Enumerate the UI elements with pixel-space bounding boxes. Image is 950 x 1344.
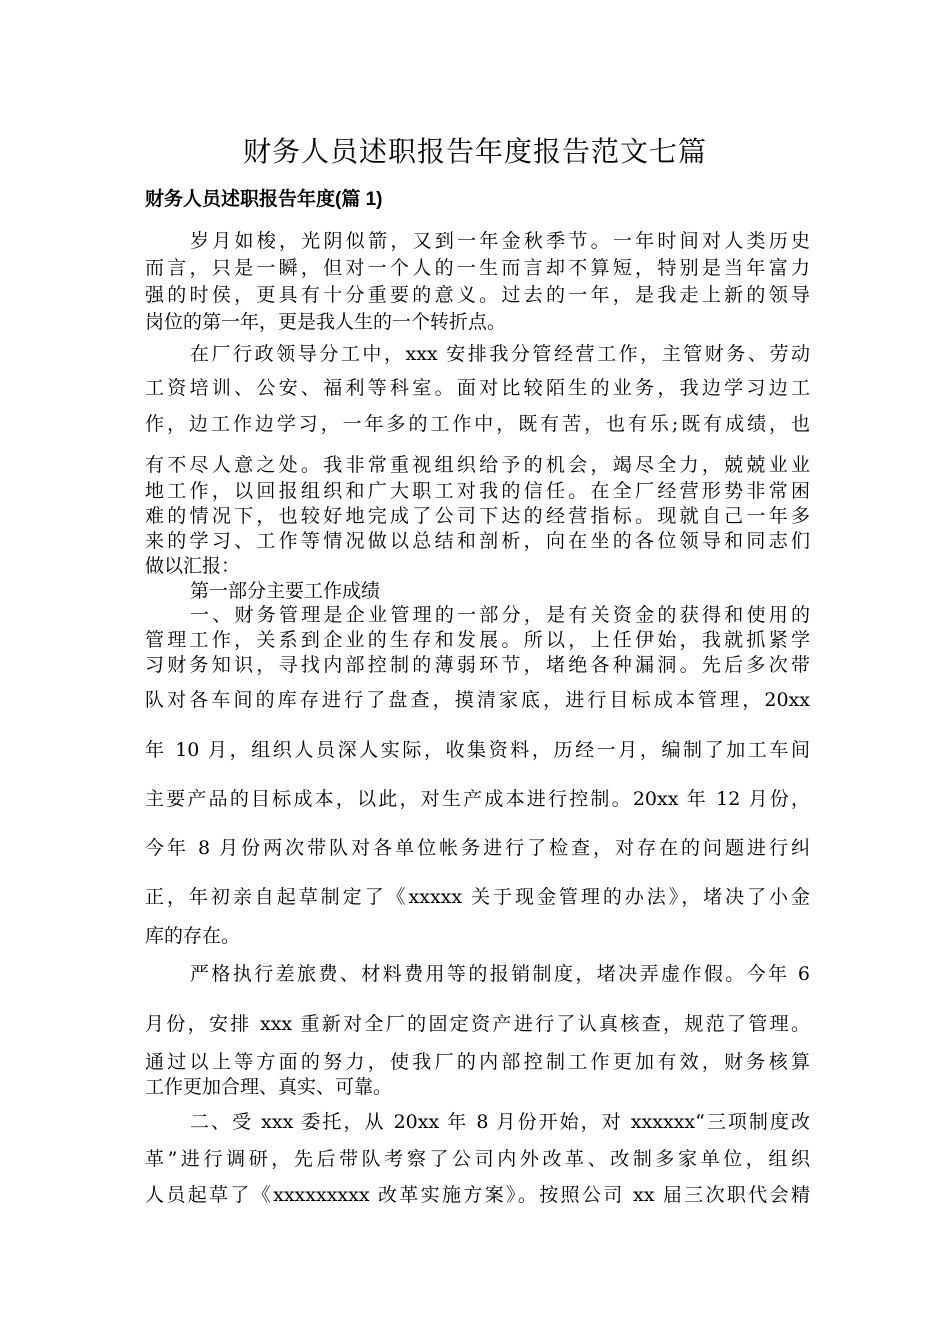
paragraph-line: 难的情况下，也较好地完成了公司下达的经营指标。现就自己一年多	[145, 505, 810, 527]
paragraph-line: 二、受 xxx 委托，从 20xx 年 8 月份开始，对 xxxxxx“三项制度改	[190, 1111, 810, 1133]
paragraph-line: 强的时侯，更具有十分重要的意义。过去的一年，是我走上新的领导	[145, 284, 810, 306]
paragraph-line: 在厂行政领导分工中，xxx 安排我分管经营工作，主管财务、劳动	[190, 343, 810, 365]
paragraph-line: 岁月如梭，光阴似箭，又到一年金秋季节。一年时间对人类历史	[190, 230, 810, 252]
paragraph-line: 队对各车间的库存进行了盘查，摸清家底，进行目标成本管理，20xx	[145, 689, 810, 711]
paragraph-line: 库的存在。	[145, 925, 241, 947]
paragraph-line: 一、财务管理是企业管理的一部分，是有关资金的获得和使用的	[190, 604, 810, 626]
paragraph-line: 地工作，以回报组织和广大职工对我的信任。在全厂经营形势非常困	[145, 480, 810, 502]
paragraph-line: 通过以上等方面的努力，使我厂的内部控制工作更加有效，财务核算	[145, 1051, 810, 1073]
paragraph-line: 岗位的第一年，更是我人生的一个转折点。	[145, 311, 507, 333]
paragraph-line: 工作更加合理、真实、可靠。	[145, 1076, 393, 1098]
paragraph-line: 革”进行调研，先后带队考察了公司内外改革、改制多家单位，组织	[145, 1148, 810, 1170]
section-heading: 财务人员述职报告年度(篇 1)	[145, 189, 383, 210]
paragraph-line: 年 10 月，组织人员深人实际，收集资料，历经一月，编制了加工车间	[145, 739, 810, 761]
paragraph-line: 工资培训、公安、福利等科室。面对比较陌生的业务，我边学习边工	[145, 377, 810, 399]
paragraph-line: 习财务知识，寻找内部控制的薄弱环节，堵绝各种漏洞。先后多次带	[145, 654, 810, 676]
paragraph-line: 严格执行差旅费、材料费用等的报销制度，堵决弄虚作假。今年 6	[190, 963, 810, 985]
paragraph-line: 月份，安排 xxx 重新对全厂的固定资产进行了认真核查，规范了管理。	[145, 1013, 810, 1035]
paragraph-line: 而言，只是一瞬，但对一个人的一生而言却不算短，特别是当年富力	[145, 257, 810, 279]
paragraph-line: 来的学习、工作等情况做以总结和剖析，向在坐的各位领导和同志们	[145, 530, 810, 552]
paragraph-line: 管理工作，关系到企业的生存和发展。所以，上任伊始，我就抓紧学	[145, 629, 810, 651]
paragraph-line: 主要产品的目标成本，以此，对生产成本进行控制。20xx 年 12 月份，	[145, 788, 810, 810]
document-title: 财务人员述职报告年度报告范文七篇	[242, 135, 707, 168]
paragraph-line: 正，年初亲自起草制定了《xxxxx 关于现金管理的办法》，堵决了小金	[145, 886, 810, 908]
paragraph-line: 做以汇报：	[145, 555, 241, 577]
paragraph-line: 作，边工作边学习，一年多的工作中，既有苦，也有乐;既有成绩，也	[145, 413, 810, 435]
paragraph-line: 今年 8 月份两次带队对各单位帐务进行了检查，对存在的问题进行纠	[145, 837, 810, 859]
section-subheading: 第一部分主要工作成绩	[190, 580, 381, 602]
paragraph-line: 有不尽人意之处。我非常重视组织给予的机会，竭尽全力，兢兢业业	[145, 454, 810, 476]
paragraph-line: 人员起草了《xxxxxxxxx 改革实施方案》。按照公司 xx 届三次职代会精	[145, 1184, 810, 1206]
